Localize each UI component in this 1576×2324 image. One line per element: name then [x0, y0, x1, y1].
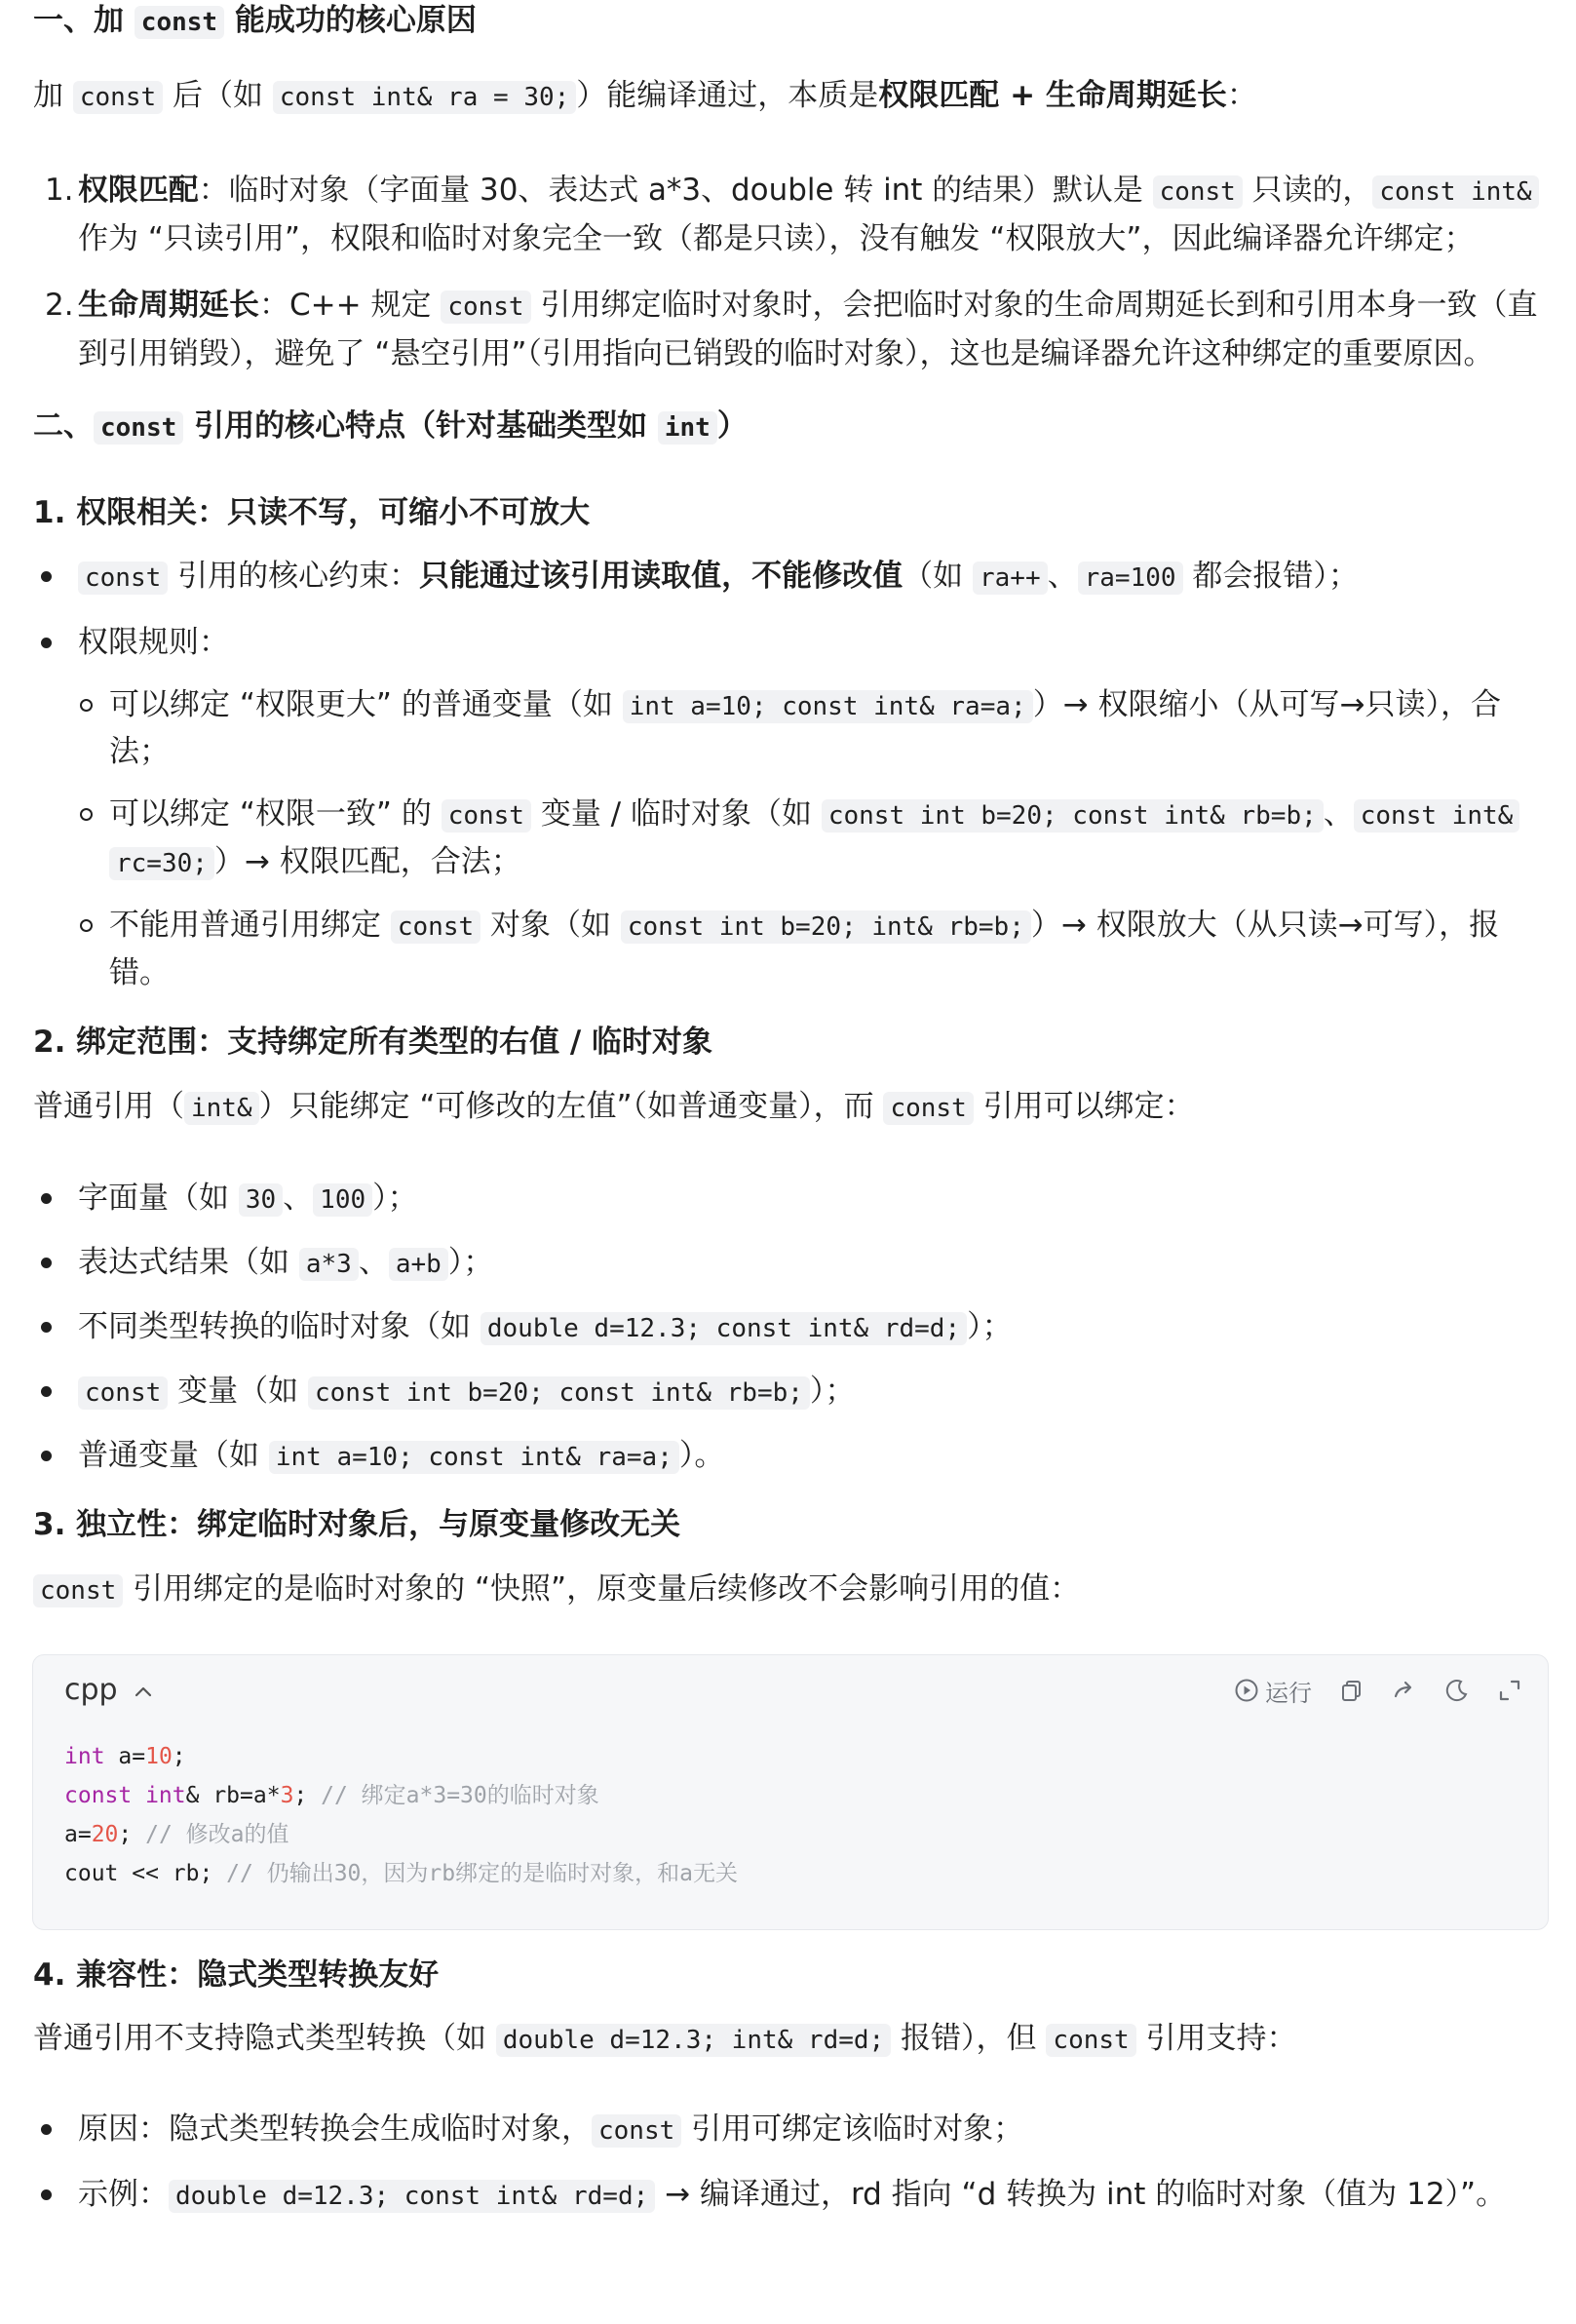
share-icon[interactable]	[1392, 1678, 1417, 1703]
bullet-permission-rules: 权限规则：	[78, 620, 1540, 665]
code-lang-toggle[interactable]	[64, 1669, 154, 1712]
copy-icon[interactable]	[1339, 1678, 1365, 1703]
sub-bullet-circle	[80, 919, 93, 932]
bullet-dot	[41, 2189, 52, 2200]
play-circle-icon	[1234, 1678, 1259, 1703]
subsection-3-intro: const 引用绑定的是临时对象的 “快照”，原变量后续修改不会影响引用的值：	[33, 1567, 1543, 1613]
run-label: 运行	[1265, 1679, 1312, 1707]
subsection-3-title: 3. 独立性：绑定临时对象后，与原变量修改无关	[33, 1507, 681, 1542]
code-line: const int& rb=a*3; // 绑定a*3=30的临时对象	[64, 1783, 599, 1808]
subsection-2-title: 2. 绑定范围：支持绑定所有类型的右值 / 临时对象	[33, 1025, 713, 1060]
bullet-dot	[41, 2124, 52, 2135]
sub-bullet-1: 可以绑定 “权限更大” 的普通变量（如 int a=10; const int& ra=a; ）→ 权限缩小（从可写→只读），合	[109, 682, 1542, 729]
code-content	[64, 1737, 738, 1893]
section-1-intro: 加 const 后（如 const int& ra = 30; ）能编译通过，本质是权限匹配 + 生命周期延长：	[33, 78, 1257, 113]
section-1-heading: 一、加 const 能成功的核心原因	[33, 3, 477, 38]
code-line: int a=10;	[64, 1744, 186, 1769]
bullet-example: 示例： double d=12.3; const int& rd=d; → 编译通过，rd 指向 “d 转换为 int 的临时对象（值为 12）”。	[78, 2172, 1540, 2219]
bullet-reason: 原因：隐式类型转换会生成临时对象， const 引用可绑定该临时对象；	[78, 2107, 1540, 2153]
bullet-dot	[41, 1258, 52, 1268]
ordered-item-2: 2. 生命周期延长：C++ 规定 const 引用绑定临时对象时，会把临时对象的生命周期延长到和引用本身一致（直	[45, 288, 1538, 323]
bullet-literals: 字面量（如 30 、 100 ）；	[78, 1176, 1540, 1222]
subsection-4-intro: 普通引用不支持隐式类型转换（如 double d=12.3; int& rd=d; 报错），但 const 引用支持：	[33, 2021, 1297, 2056]
bullet-dot	[41, 638, 52, 648]
sub-bullet-2-cont: rc=30; ）→ 权限匹配，合法；	[109, 839, 1542, 886]
section-2-heading: 二、 const 引用的核心特点（针对基础类型如 int ）	[33, 408, 748, 444]
sub-bullet-1-cont: 法；	[109, 734, 170, 769]
ordered-item-1-cont: 作为 “只读引用”，权限和临时对象完全一致（都是只读），没有触发 “权限放大”，因此编译器允许绑定；	[78, 221, 1475, 256]
bullet-const-constraint: const 引用的核心约束：只能通过该引用读取值，不能修改值（如 ra++ 、 ra=100 都会报错）；	[78, 554, 1540, 600]
sub-bullet-3-cont: 错。	[109, 955, 170, 990]
bullet-type-conversion: 不同类型转换的临时对象（如 double d=12.3; const int& rd=d; ）；	[78, 1304, 1540, 1351]
code-lang-label: cpp	[64, 1673, 118, 1707]
subsection-2-intro: 普通引用（ int& ）只能绑定 “可修改的左值”（如普通变量），而 const 引用可以绑定：	[33, 1089, 1195, 1124]
expand-icon[interactable]	[1497, 1678, 1522, 1703]
sub-bullet-circle	[80, 808, 93, 821]
theme-moon-icon[interactable]	[1444, 1678, 1470, 1703]
bullet-expressions: 表达式结果（如 a*3 、 a+b ）；	[78, 1240, 1540, 1287]
code-line: cout << rb; // 仍输出30，因为rb绑定的是临时对象，和a无关	[64, 1861, 738, 1886]
bullet-const-variable: const 变量（如 const int b=20; const int& rb=b; ）；	[78, 1369, 1540, 1415]
sub-bullet-2: 可以绑定 “权限一致” 的 const 变量 / 临时对象（如 const int b=20; const int& rb=b; 、 const int&	[109, 792, 1542, 838]
bullet-dot	[41, 571, 52, 582]
bullet-dot	[41, 1386, 52, 1397]
run-button[interactable]	[1234, 1674, 1312, 1708]
subsection-1-title: 1. 权限相关：只读不写，可缩小不可放大	[33, 495, 591, 530]
sub-bullet-circle	[80, 699, 93, 712]
bullet-dot	[41, 1193, 52, 1204]
code-block	[32, 1654, 1549, 1930]
ordered-item-1: 1. 权限匹配：临时对象（字面量 30、表达式 a*3、double 转 int 的结果）默认是 const 只读的， const int&	[78, 168, 1540, 214]
code-line: a=20; // 修改a的值	[64, 1822, 289, 1847]
chevron-up-icon	[133, 1685, 154, 1698]
bullet-dot	[41, 1451, 52, 1461]
bullet-dot	[41, 1322, 52, 1333]
bullet-normal-variable: 普通变量（如 int a=10; const int& ra=a; ）。	[78, 1433, 1540, 1480]
ordered-item-2-cont: 到引用销毁），避免了 “悬空引用”（引用指向已销毁的临时对象），这也是编译器允许这种绑定的重要原因。	[78, 336, 1494, 371]
sub-bullet-3: 不能用普通引用绑定 const 对象（如 const int b=20; int& rb=b; ）→ 权限放大（从只读→可写），报	[109, 903, 1542, 949]
subsection-4-title: 4. 兼容性：隐式类型转换友好	[33, 1957, 440, 1993]
code-toolbar	[1234, 1673, 1522, 1708]
